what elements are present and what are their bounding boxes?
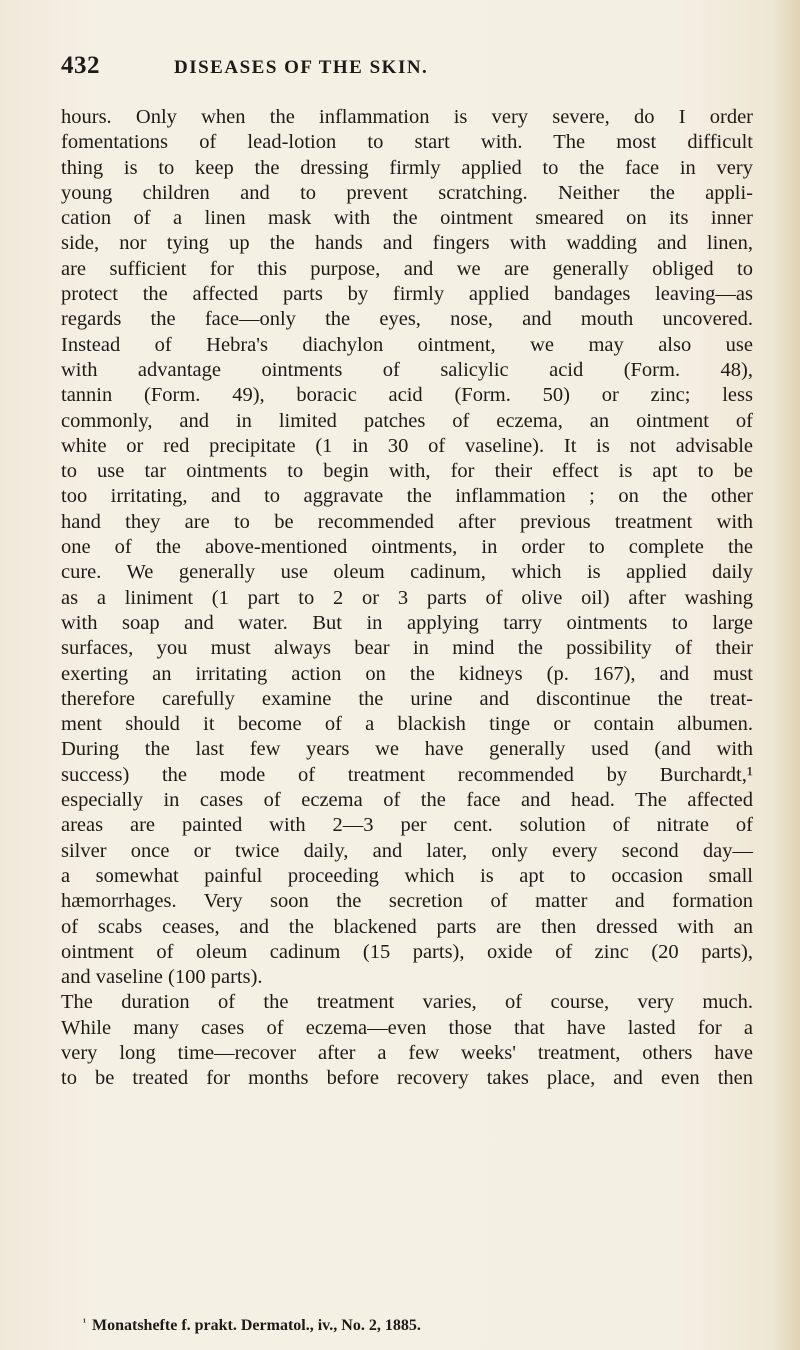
footnote-text: Monatshefte f. prakt. Dermatol., iv., No. 2, 1885. xyxy=(92,1317,421,1334)
text-line: to be treated for months before recovery takes place, and even then xyxy=(61,1067,753,1090)
text-line: side, nor tying up the hands and fingers with wadding and linen, xyxy=(61,232,753,255)
text-line: a somewhat painful proceeding which is apt to occasion small xyxy=(61,864,753,887)
body-text xyxy=(61,105,753,1092)
running-head xyxy=(61,48,751,84)
text-line: thing is to keep the dressing firmly applied to the face in very xyxy=(61,156,753,179)
text-line: ment should it become of a blackish tinge or contain albumen. xyxy=(61,713,753,736)
text-line: fomentations of lead-lotion to start with. The most difficult xyxy=(61,131,753,154)
text-line: to use tar ointments to begin with, for their effect is apt to be xyxy=(61,460,753,483)
text-line: surfaces, you must always bear in mind the possibility of their xyxy=(61,637,753,660)
text-line: white or red precipitate (1 in 30 of vaseline). It is not advisable xyxy=(61,434,753,457)
text-line: with advantage ointments of salicylic acid (Form. 48), xyxy=(61,358,753,381)
text-line: young children and to prevent scratching. Neither the appli- xyxy=(61,181,753,204)
text-line: exerting an irritating action on the kidneys (p. 167), and must xyxy=(61,662,753,685)
text-line: success) the mode of treatment recommended by Burchardt,¹ xyxy=(61,763,753,786)
text-line: too irritating, and to aggravate the inflammation ; on the other xyxy=(61,485,753,508)
footnote-marker: ¹ xyxy=(83,1317,86,1328)
page-number: 432 xyxy=(61,52,100,79)
text-line: The duration of the treatment varies, of course, very much. xyxy=(61,991,753,1014)
text-line: cation of a linen mask with the ointment smeared on its inner xyxy=(61,207,753,230)
text-line: as a liniment (1 part to 2 or 3 parts of olive oil) after washing xyxy=(61,586,753,609)
running-title: DISEASES OF THE SKIN. xyxy=(174,57,429,78)
text-line: and vaseline (100 parts). xyxy=(61,966,263,989)
text-line: therefore carefully examine the urine and discontinue the treat- xyxy=(61,687,753,710)
text-line: areas are painted with 2—3 per cent. solution of nitrate of xyxy=(61,814,753,837)
text-line: one of the above-mentioned ointments, in order to complete the xyxy=(61,536,753,559)
text-line: with soap and water. But in applying tarry ointments to large xyxy=(61,611,753,634)
page-edge-shadow xyxy=(772,0,800,1350)
text-line: Instead of Hebra's diachylon ointment, we may also use xyxy=(61,333,753,356)
text-line: tannin (Form. 49), boracic acid (Form. 50) or zinc; less xyxy=(61,384,753,407)
footnote xyxy=(83,1312,421,1337)
text-line: hand they are to be recommended after previous treatment with xyxy=(61,510,753,533)
text-line: hours. Only when the inflammation is very severe, do I order xyxy=(61,106,753,128)
text-line: silver once or twice daily, and later, only every second day— xyxy=(61,839,753,862)
text-line: hæmorrhages. Very soon the secretion of matter and formation xyxy=(61,890,753,913)
text-line: very long time—recover after a few weeks' treatment, others have xyxy=(61,1041,753,1064)
text-line: of scabs ceases, and the blackened parts are then dressed with an xyxy=(61,915,753,938)
text-line: protect the affected parts by firmly applied bandages leaving—as xyxy=(61,283,753,306)
text-line: commonly, and in limited patches of eczema, an ointment of xyxy=(61,409,753,432)
text-line: are sufficient for this purpose, and we are generally obliged to xyxy=(61,257,753,280)
text-line: especially in cases of eczema of the face and head. The affected xyxy=(61,789,753,812)
text-line: regards the face—only the eyes, nose, and mouth uncovered. xyxy=(61,308,753,331)
text-line: cure. We generally use oleum cadinum, which is applied daily xyxy=(61,561,753,584)
text-line: ointment of oleum cadinum (15 parts), oxide of zinc (20 parts), xyxy=(61,940,753,963)
text-line: While many cases of eczema—even those that have lasted for a xyxy=(61,1016,753,1039)
text-line: During the last few years we have generally used (and with xyxy=(61,738,753,761)
